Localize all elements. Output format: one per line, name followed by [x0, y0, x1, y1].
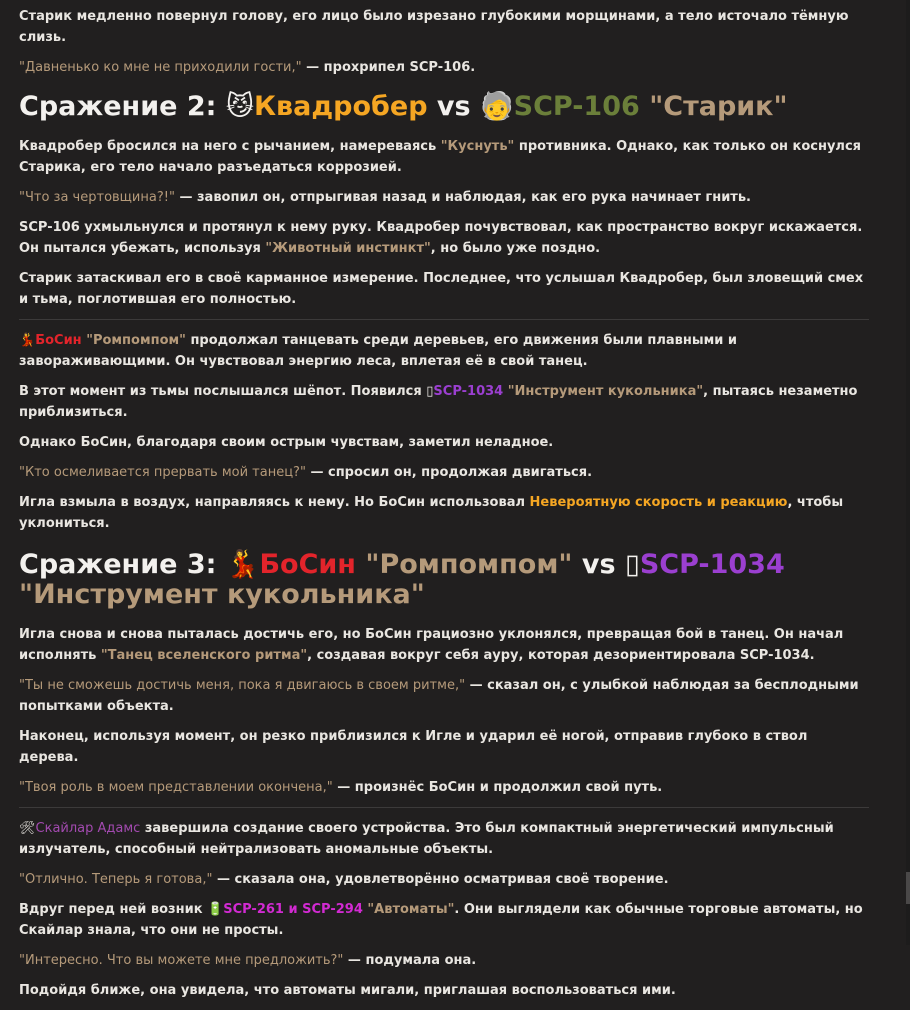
- scp-1034-name: SCP-1034: [433, 384, 504, 399]
- paragraph: 💃БоСин "Ромпомпом" продолжал танцевать среди деревьев, его движения были плавными и завораживающими. Он чувствовал энергию леса, вплетая её в свой танец.: [19, 333, 737, 369]
- quote: "Давненько ко мне не приходили гости,": [19, 60, 302, 75]
- scp-106-name: SCP-106: [513, 91, 640, 122]
- fighter-nickname: "Ромпомпом": [365, 549, 573, 580]
- quote: "Кто осмеливается прервать мой танец?": [19, 465, 306, 480]
- paragraph: Игла взмыла в воздух, направляясь к нему. Но БоСин использовал Невероятную скорость и реакцию, чтобы уклониться.: [19, 495, 844, 531]
- section-divider: [19, 807, 869, 808]
- scp-261-294-name: SCP-261 и SCP-294: [223, 902, 363, 917]
- scp-1034-name: SCP-1034: [639, 549, 785, 580]
- section-divider: [19, 319, 869, 320]
- scp-106-nickname: "Старик": [649, 91, 788, 122]
- paragraph: Наконец, используя момент, он резко приблизился к Игле и ударил её ногой, отправив глубоко в ствол дерева.: [19, 729, 808, 765]
- quote: "Твоя роль в моем представлении окончена,": [19, 780, 333, 795]
- paragraph: Подойдя ближе, она увидела, что автоматы мигали, приглашая воспользоваться ими.: [19, 983, 676, 998]
- paragraph: Вдруг перед ней возник 🔋SCP-261 и SCP-294 "Автоматы". Они выглядели как обычные торговые автоматы, но Скайлар знала, что они не просты.: [19, 902, 863, 938]
- battle-2-heading: Сражение 2: 😼Квадробер vs 🧓SCP-106 "Старик": [19, 91, 788, 122]
- dialogue-paragraph: "Давненько ко мне не приходили гости," — прохрипел SCP-106.: [19, 60, 476, 75]
- fighter-name-bosin: БоСин: [35, 333, 82, 348]
- fighter-nickname: "Ромпомпом": [86, 333, 186, 348]
- paragraph: 🛠Скайлар Адамс завершила создание своего устройства. Это был компактный энергетический импульсный излучатель, способный нейтрализовать аномальные объекты.: [19, 821, 834, 857]
- dialogue-paragraph: "Ты не сможешь достичь меня, пока я двигаюсь в своем ритме," — сказал он, с улыбкой наблюдая за бесплодными попытками объекта.: [19, 678, 859, 714]
- scp-nickname: "Автоматы": [367, 902, 455, 917]
- tools-emoji-icon: 🛠: [19, 821, 36, 836]
- fighter-name-quadrober: Квадробер: [253, 91, 428, 122]
- skill-name: "Животный инстинкт": [265, 241, 431, 256]
- paragraph: Старик медленно повернул голову, его лицо было изрезано глубокими морщинами, а тело источало тёмную слизь.: [19, 9, 849, 45]
- dialogue-paragraph: "Твоя роль в моем представлении окончена," — произнёс БоСин и продолжил свой путь.: [19, 780, 663, 795]
- dancer-emoji-icon: 💃: [225, 549, 260, 580]
- paragraph: Старик затаскивал его в своё карманное измерение. Последнее, что услышал Квадробер, был зловещий смех и тьма, поглотившая его полностью.: [19, 271, 864, 307]
- scrollbar-track[interactable]: [906, 0, 910, 945]
- skill-name: "Танец вселенского ритма": [100, 648, 308, 663]
- story-content: [19, 6, 869, 1010]
- paragraph: Однако БоСин, благодаря своим острым чувствам, заметил неладное.: [19, 435, 554, 450]
- battery-emoji-icon: 🔋: [207, 902, 224, 917]
- quote: "Отлично. Теперь я готова,": [19, 872, 213, 887]
- fighter-name-bosin: БоСин: [259, 549, 356, 580]
- dialogue-paragraph: "Интересно. Что вы можете мне предложить?" — подумала она.: [19, 953, 477, 968]
- dialogue-paragraph: "Кто осмеливается прервать мой танец?" — спросил он, продолжая двигаться.: [19, 465, 593, 480]
- quote: "Интересно. Что вы можете мне предложить?": [19, 953, 344, 968]
- character-name-skylar: Скайлар Адамс: [35, 821, 141, 836]
- missing-glyph-icon: ▯: [624, 549, 640, 580]
- missing-glyph-icon: ▯: [426, 384, 434, 399]
- dialogue-paragraph: "Отлично. Теперь я готова," — сказала она, удовлетворённо осматривая своё творение.: [19, 872, 669, 887]
- paragraph: В этот момент из тьмы послышался шёпот. Появился ▯SCP-1034 "Инструмент кукольника", пытаясь незаметно приблизиться.: [19, 384, 858, 420]
- old-man-emoji-icon: 🧓: [480, 91, 514, 122]
- skill-name: Невероятную скорость и реакцию: [529, 495, 788, 510]
- skill-name: "Куснуть": [440, 139, 515, 154]
- paragraph: SCP-106 ухмыльнулся и протянул к нему руку. Квадробер почувствовал, как пространство вокруг искажается. Он пытался убежать, используя "Животный инстинкт", но было уже поздно.: [19, 220, 863, 256]
- scp-1034-nickname: "Инструмент кукольника": [507, 384, 704, 399]
- paragraph: Игла снова и снова пыталась достичь его, но БоСин грациозно уклонялся, превращая бой в танец. Он начал исполнять "Танец вселенского ритма", создавая вокруг себя ауру, которая дезориентировала SCP-1034.: [19, 627, 844, 663]
- quote: "Ты не сможешь достичь меня, пока я двигаюсь в своем ритме,": [19, 678, 466, 693]
- dialogue-paragraph: "Что за чертовщина?!" — завопил он, отпрыгивая назад и наблюдая, как его рука начинает гнить.: [19, 190, 751, 205]
- dancer-emoji-icon: 💃: [19, 333, 36, 348]
- scrollbar-thumb[interactable]: [906, 872, 910, 904]
- battle-3-heading: Сражение 3: 💃БоСин "Ромпомпом" vs ▯SCP-1034 "Инструмент кукольника": [19, 549, 785, 610]
- paragraph: Квадробер бросился на него с рычанием, намереваясь "Куснуть" противника. Однако, как только он коснулся Старика, его тело начало разъедаться коррозией.: [19, 139, 861, 175]
- quote: "Что за чертовщина?!": [19, 190, 175, 205]
- scp-1034-nickname: "Инструмент кукольника": [19, 579, 425, 610]
- cat-emoji-icon: 😼: [225, 91, 254, 122]
